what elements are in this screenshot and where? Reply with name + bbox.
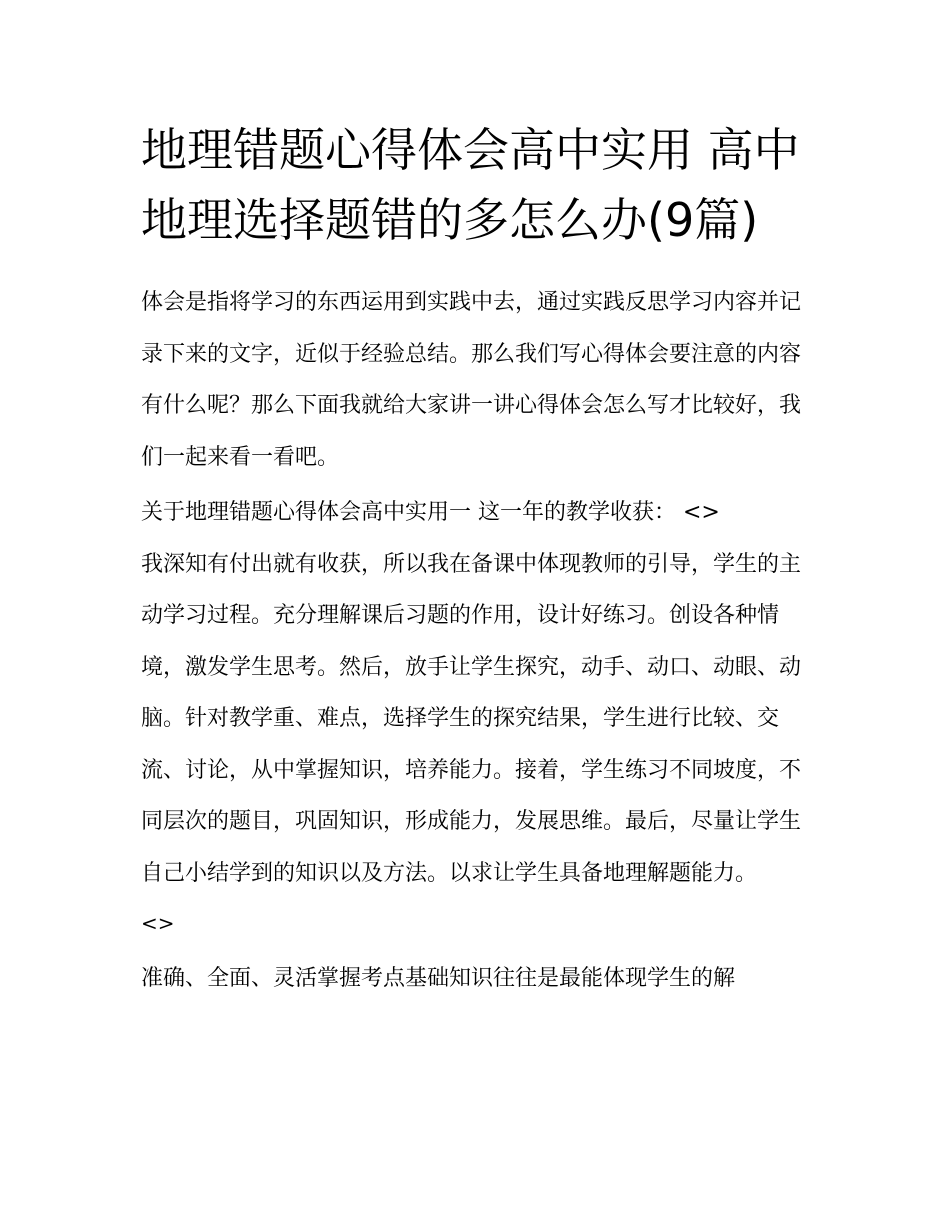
section-body-paragraph: 我深知有付出就有收获，所以我在备课中体现教师的引导，学生的主动学习过程。充分理解课后习题的作用，设计好练习。创设各种情境，激发学生思考。然后，放手让学生探究，动手、动口、动眼、动脑。针对教学重、难点，选择学生的探究结果，学生进行比较、交流、讨论，从中掌握知识，培养能力。接着，学生练习不同坡度，不同层次的题目，巩固知识，形成能力，发展思维。最后，尽量让学生自己小结学到的知识以及方法。以求让学生具备地理解题能力。 <box>141 551 802 886</box>
separator-marker: <> <box>141 911 175 935</box>
last-paragraph: 准确、全面、灵活掌握考点基础知识往往是最能体现学生的解 <box>141 966 736 991</box>
document-title: 地理错题心得体会高中实用 高中地理选择题错的多怎么办(9篇) <box>141 123 800 247</box>
section-heading: 关于地理错题心得体会高中实用一 这一年的教学收获： <> <box>141 500 720 525</box>
document-page <box>141 115 813 1005</box>
intro-paragraph: 体会是指将学习的东西运用到实践中去，通过实践反思学习内容并记录下来的文字，近似于经验总结。那么我们写心得体会要注意的内容有什么呢？那么下面我就给大家讲一讲心得体会怎么写才比较好，我们一起来看一看吧。 <box>141 290 802 470</box>
